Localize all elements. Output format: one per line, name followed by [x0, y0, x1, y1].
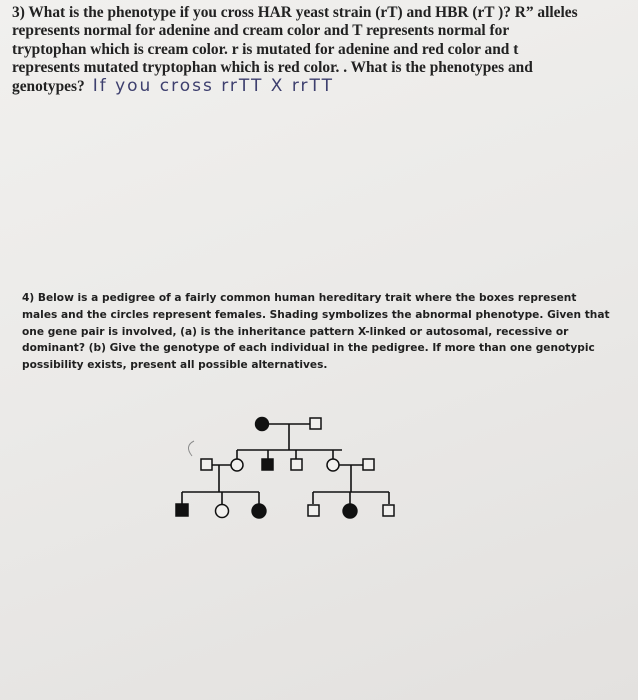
question-3-prompt-end: genotypes?	[12, 78, 85, 96]
gen3-unaffected-male	[383, 505, 394, 516]
question-4-line-2: males and the circles represent females. Shading symbolizes the abnormal phenotype. Given that	[22, 308, 610, 321]
question-4-line-1: 4) Below is a pedigree of a fairly common human hereditary trait where the boxes represent	[22, 292, 577, 304]
question-4-line-5: possibility exists, present all possible alternatives.	[22, 359, 328, 372]
gen3-affected-female	[343, 504, 357, 518]
gen2-unaffected-female	[231, 459, 243, 471]
gen2-unaffected-male	[201, 459, 212, 470]
question-4-line-3: one gene pair is involved, (a) is the inheritance pattern X-linked or autosomal, recessive or	[22, 325, 569, 338]
pencil-mark	[188, 441, 194, 456]
gen1-unaffected-male	[310, 418, 321, 429]
question-3-line-3: tryptophan which is cream color. r is mutated for adenine and red color and t	[12, 40, 519, 58]
gen3-unaffected-male	[308, 505, 319, 516]
handwritten-answer: If you cross rrTT X rrTT	[92, 76, 334, 97]
gen3-affected-male	[176, 504, 188, 516]
gen2-affected-male	[262, 459, 273, 470]
question-3-line-4: represents mutated tryptophan which is red color. . What is the phenotypes and	[12, 58, 533, 76]
gen2-unaffected-male	[291, 459, 302, 470]
gen3-affected-female	[252, 504, 266, 518]
gen2-unaffected-male	[363, 459, 374, 470]
gen1-affected-female	[256, 418, 269, 431]
gen2-unaffected-female	[327, 459, 339, 471]
gen3-unaffected-female	[216, 505, 229, 518]
pedigree-lines	[182, 424, 389, 504]
question-3-line-1: 3) What is the phenotype if you cross HAR yeast strain (rT) and HBR (rT )? R” alleles	[12, 4, 578, 21]
question-4-line-4: dominant? (b) Give the genotype of each individual in the pedigree. If more than one genotypic	[22, 342, 595, 355]
question-3-line-2: represents normal for adenine and cream color and T represents normal for	[12, 22, 510, 40]
